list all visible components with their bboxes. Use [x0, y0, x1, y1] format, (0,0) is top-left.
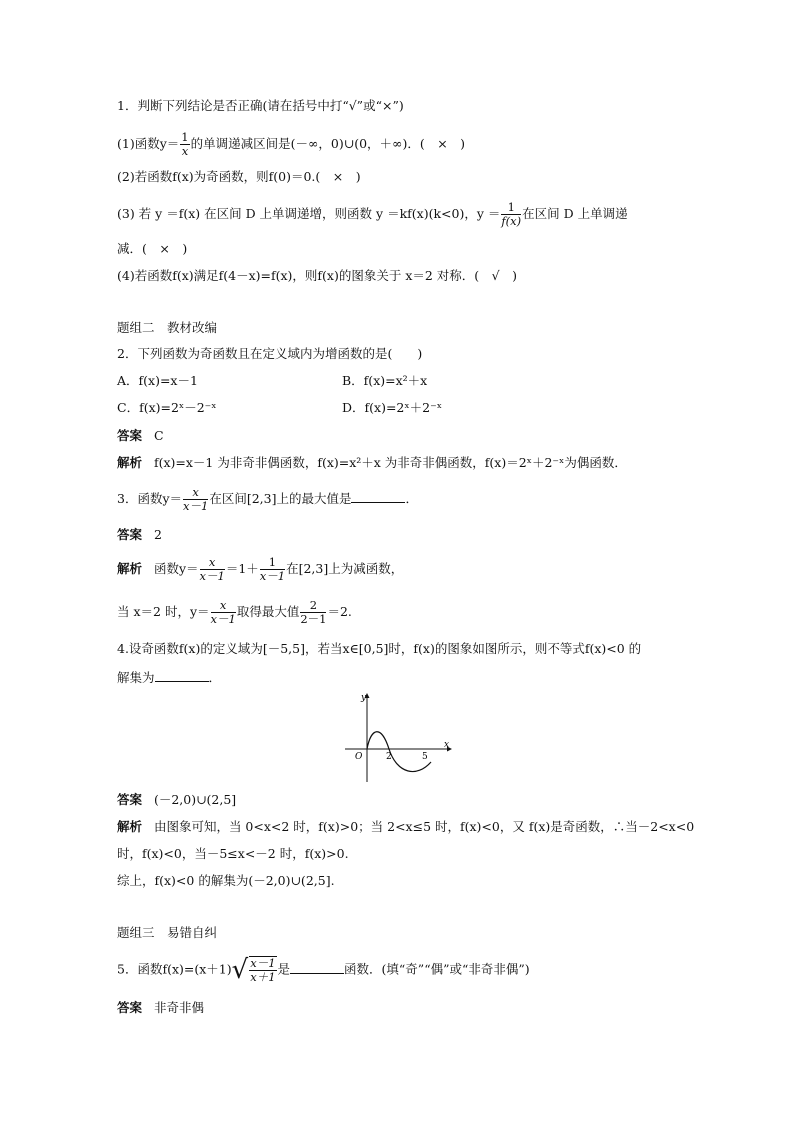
q1-item-1	[117, 131, 465, 158]
q1-item-3-pre: (3) 若 y ＝f(x) 在区间 D 上单调递增，则函数 y ＝kf(x)(k<0)，y ＝	[117, 206, 501, 221]
q1-item-1-pre: (1)函数y＝	[117, 136, 180, 151]
answer-value: (－2,0)∪(2,5]	[153, 792, 237, 807]
answer-value: 非奇非偶	[153, 1000, 204, 1015]
q5-stem-pre: 5．函数f(x)=(x＋1)	[117, 961, 232, 977]
fraction: $\frac{2}{2-1}$	[300, 598, 327, 626]
q2-stem: 2．下列函数为奇函数且在定义域内为增函数的是( )	[117, 346, 423, 361]
radical-sign-icon: √	[231, 955, 249, 985]
q4-stem-line-1: 4.设奇函数f(x)的定义域为[－5,5]，若当x∈[0,5]时，f(x)的图象如图所示，则不等式f(x)<0 的	[117, 641, 642, 656]
answer-value: C	[153, 428, 164, 443]
q2-option-c: C．f(x)=2ˣ－2⁻ˣ	[117, 400, 217, 415]
analysis-text: 当 x＝2 时，y＝	[117, 604, 210, 619]
group2-heading: 题组二 教材改编	[117, 320, 218, 335]
q3-analysis-line-1	[117, 556, 403, 583]
q1-item-3	[117, 201, 628, 228]
analysis-text: 函数y＝	[153, 561, 199, 576]
analysis-label: 解析	[117, 561, 143, 576]
q3-stem-end: ．	[405, 491, 418, 506]
analysis-text: 由图象可知，当 0<x<2 时，f(x)>0；当 2<x≤5 时，f(x)<0，又 f(x)是奇函数，∴当－2<x<0	[153, 819, 695, 834]
function-graph	[343, 690, 453, 786]
answer-value: 2	[153, 527, 162, 542]
q3-analysis-line-2	[117, 599, 352, 626]
fraction: $\frac{x}{x-1}$	[210, 598, 236, 626]
q3-stem	[117, 486, 418, 513]
q4-analysis-line-1	[117, 819, 694, 835]
q5-answer	[117, 1000, 204, 1016]
analysis-label: 解析	[117, 455, 143, 470]
q3-answer	[117, 527, 162, 543]
fraction: $\frac{1}{x}$	[181, 130, 189, 158]
q2-option-a: A．f(x)=x－1	[117, 373, 198, 388]
q3-stem-pre: 3．函数y＝	[117, 491, 183, 506]
tick-label-5: 5	[422, 752, 428, 762]
q1-item-3-continued: 减．( × )	[117, 241, 188, 256]
q5-stem-post: 函数．(填“奇”“偶”或“非奇非偶”)	[344, 961, 530, 977]
fraction: $\frac{x}{x-1}$	[199, 555, 225, 583]
q2-analysis	[117, 455, 627, 471]
q3-stem-post: 在区间[2,3]上的最大值是	[209, 491, 352, 506]
q2-option-b: B．f(x)=x²＋x	[342, 373, 428, 388]
square-root	[232, 956, 278, 984]
q1-title: 1．判断下列结论是否正确(请在括号中打“√”或“×”)	[117, 98, 404, 113]
q2-answer	[117, 428, 164, 444]
q1-item-3-post: 在区间 D 上单调递	[522, 206, 628, 221]
answer-blank	[290, 961, 344, 974]
analysis-text: ＝1＋	[225, 561, 259, 576]
q5-stem-mid: 是	[277, 961, 291, 977]
analysis-text: 在[2,3]上为减函数，	[286, 561, 404, 576]
analysis-label: 解析	[117, 819, 143, 834]
q1-item-4: (4)若函数f(x)满足f(4－x)=f(x)，则f(x)的图象关于 x＝2 对称．( √ )	[117, 268, 518, 283]
analysis-text: f(x)=x－1 为非奇非偶函数，f(x)=x²＋x 为非奇非偶函数，f(x)＝2ˣ＋2⁻ˣ为偶函数．	[153, 455, 627, 470]
y-axis-label: y	[361, 693, 367, 703]
x-axis-label: x	[444, 740, 450, 750]
q4-answer	[117, 792, 236, 808]
q1-item-1-post: 的单调递减区间是(－∞，0)∪(0，＋∞)．( × )	[190, 136, 466, 151]
q4-stem-line-2	[117, 669, 221, 686]
answer-blank	[351, 490, 405, 503]
fraction: $\frac{x}{x-1}$	[183, 485, 209, 513]
q1-item-2: (2)若函数f(x)为奇函数，则f(0)＝0.( × )	[117, 169, 361, 184]
q4-stem-pre: 解集为	[117, 670, 155, 685]
tick-label-2: 2	[386, 752, 392, 762]
group3-heading: 题组三 易错自纠	[117, 925, 218, 940]
answer-label: 答案	[117, 1000, 143, 1015]
answer-blank	[155, 669, 209, 682]
q4-analysis-line-2: 时，f(x)<0，当－5≤x<－2 时，f(x)>0.	[117, 846, 349, 861]
answer-label: 答案	[117, 792, 143, 807]
answer-label: 答案	[117, 428, 143, 443]
fraction: $\frac{x-1}{x+1}$	[250, 956, 276, 984]
answer-label: 答案	[117, 527, 143, 542]
q4-analysis-line-3: 综上，f(x)<0 的解集为(－2,0)∪(2,5].	[117, 873, 335, 888]
analysis-text: 取得最大值	[236, 604, 300, 619]
q5-stem	[117, 956, 530, 984]
fraction: $\frac{1}{x-1}$	[259, 555, 286, 583]
origin-label: O	[355, 752, 363, 762]
fraction: $\frac{1}{f(x)}$	[501, 200, 522, 228]
analysis-text: ＝2.	[327, 604, 352, 619]
q2-option-d: D．f(x)=2ˣ＋2⁻ˣ	[342, 400, 443, 415]
q4-stem-post: ．	[208, 670, 222, 685]
